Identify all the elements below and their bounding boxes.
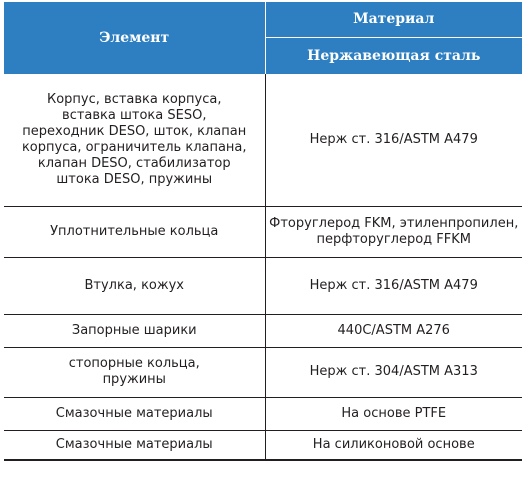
material-cell: [265, 74, 522, 206]
cell-line: Запорные шарики: [71, 322, 197, 338]
element-cell: [4, 257, 265, 314]
element-cell: [4, 347, 265, 397]
cell-line: пружины: [102, 372, 166, 387]
element-cell: [4, 74, 265, 206]
material-cell: [265, 397, 522, 430]
cell-line: штока DESO, пружины: [56, 171, 213, 187]
material-cell: [265, 347, 522, 397]
header-material-stainless: Нержавеющая сталь: [265, 37, 522, 74]
table-row: [4, 347, 522, 397]
material-cell: [265, 206, 522, 257]
cell-line: переходник DESO, шток, клапан: [22, 123, 247, 139]
cell-line: Нерж ст. 316/ASTM A479: [309, 277, 478, 293]
material-cell: [265, 430, 522, 460]
cell-line: клапан DESO, стабилизатор: [37, 155, 231, 171]
cell-line: 440C/ASTM A276: [337, 322, 450, 338]
table-row: [4, 206, 522, 257]
cell-line: Нерж ст. 316/ASTM A479: [309, 131, 478, 147]
cell-line: Смазочные материалы: [55, 436, 213, 452]
element-cell: [4, 430, 265, 460]
cell-line: Смазочные материалы: [55, 405, 213, 421]
material-cell: [265, 257, 522, 314]
table-row: [4, 430, 522, 460]
cell-line: Корпус, вставка корпуса,: [47, 91, 222, 107]
element-cell: [4, 397, 265, 430]
table-row: [4, 397, 522, 430]
cell-line: На силиконовой основе: [312, 436, 475, 452]
cell-line: корпуса, ограничитель клапана,: [21, 139, 247, 155]
cell-line: вставка штока SESO,: [62, 107, 207, 123]
cell-line: Втулка, кожух: [84, 277, 184, 293]
cell-line: Уплотнительные кольца: [50, 223, 219, 239]
table-body: [4, 74, 522, 460]
table-row: [4, 314, 522, 347]
cell-line: Фторуглерод FKM, этиленпропилен,: [269, 215, 519, 231]
materials-table: [4, 2, 522, 461]
table-row: [4, 257, 522, 314]
material-cell: [265, 314, 522, 347]
cell-line: стопорные кольца,: [68, 356, 200, 371]
table-row: [4, 74, 522, 206]
cell-line: На основе PTFE: [341, 405, 447, 421]
element-cell: [4, 206, 265, 257]
header-material: Материал: [265, 2, 522, 37]
header-element: Элемент: [4, 2, 265, 74]
cell-line: перфторуглерод FFKM: [316, 231, 471, 247]
element-cell: [4, 314, 265, 347]
cell-line: Нерж ст. 304/ASTM A313: [309, 364, 478, 379]
